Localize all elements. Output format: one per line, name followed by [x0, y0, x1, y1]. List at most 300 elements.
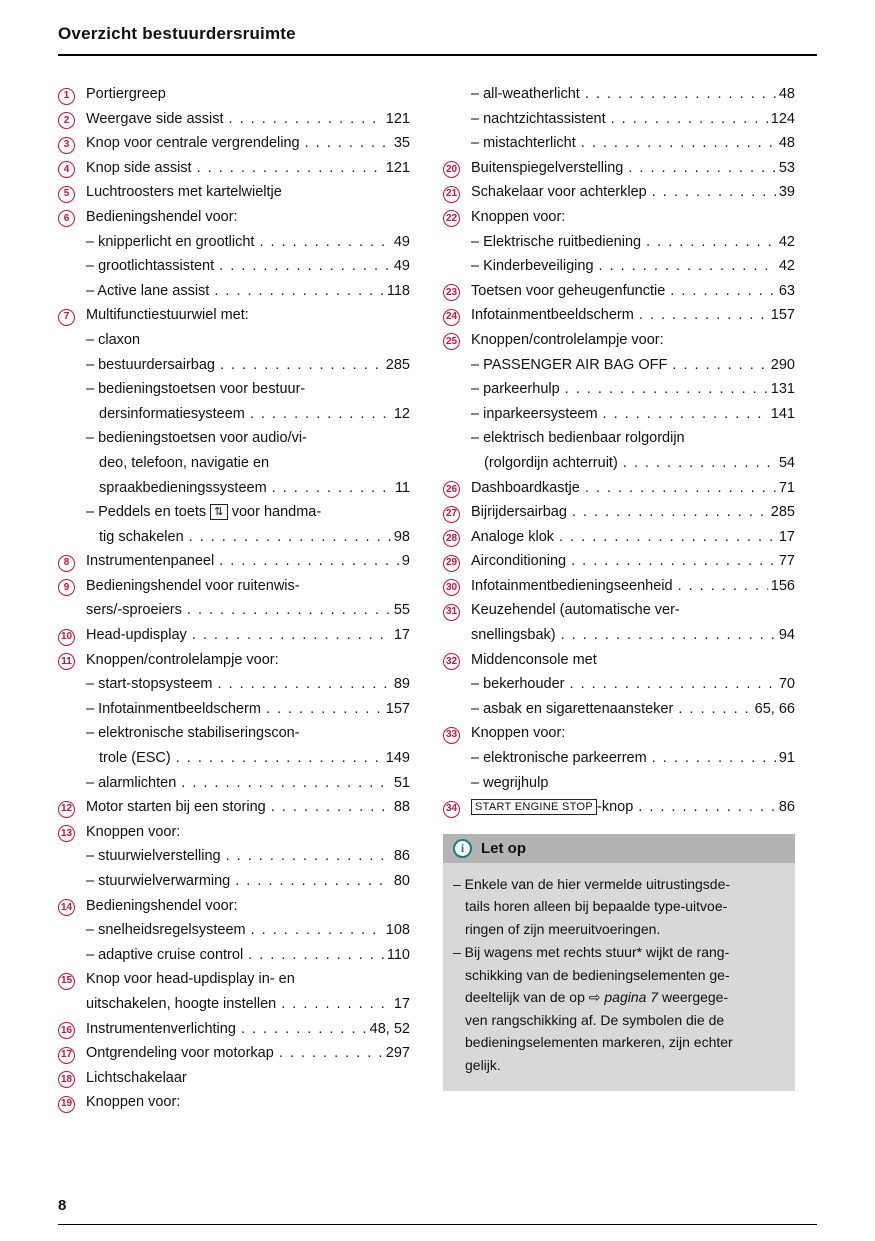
badge-slot — [58, 180, 86, 205]
dot-leader — [248, 943, 384, 968]
info-icon: i — [453, 839, 472, 858]
note-item — [453, 873, 785, 941]
key-box: START ENGINE STOP — [471, 799, 597, 815]
item-number-badge: 25 — [443, 333, 460, 350]
page-ref: 297 — [385, 1045, 410, 1062]
page-ref: 65, 66 — [754, 700, 795, 717]
entry-body — [471, 426, 795, 475]
toc-entry — [443, 279, 795, 304]
item-number-badge: 12 — [58, 801, 75, 818]
dot-leader — [281, 992, 391, 1017]
entry-text: Multifunctiestuurwiel met: — [86, 307, 249, 324]
badge-slot — [58, 549, 86, 574]
page-ref: 290 — [770, 356, 795, 373]
dot-leader — [259, 230, 390, 255]
toc-subentry — [443, 771, 795, 796]
entry-text: – Active lane assist — [86, 282, 210, 299]
badge-slot — [443, 795, 471, 820]
item-number-badge: 6 — [58, 210, 75, 227]
entry-line — [86, 131, 410, 156]
item-number-badge: 32 — [443, 653, 460, 670]
entry-body — [471, 672, 795, 697]
entry-body — [86, 967, 410, 1016]
toc-subentry — [58, 869, 410, 894]
item-number-badge: 8 — [58, 555, 75, 572]
dot-leader — [670, 279, 776, 304]
entry-line — [471, 230, 795, 255]
entry-body — [86, 648, 410, 673]
toc-entry — [58, 623, 410, 648]
toc-subentry — [58, 230, 410, 255]
toc-entry — [443, 328, 795, 353]
toc-subentry — [443, 746, 795, 771]
badge-slot — [443, 180, 471, 205]
entry-body — [86, 721, 410, 770]
badge-slot — [443, 500, 471, 525]
dot-leader — [235, 869, 391, 894]
page-ref: 63 — [778, 282, 795, 299]
entry-body — [86, 279, 410, 304]
toc-subentry — [443, 402, 795, 427]
entry-body — [471, 697, 795, 722]
page-ref: 17 — [778, 528, 795, 545]
entry-body — [471, 598, 795, 647]
toc-entry — [443, 303, 795, 328]
note-title: Let op — [481, 839, 526, 857]
entry-line — [86, 746, 410, 771]
page-ref: 131 — [770, 381, 795, 398]
entry-text: – knipperlicht en grootlicht — [86, 233, 255, 250]
entry-text: Keuzehendel (automatische ver- — [471, 602, 680, 619]
entry-line — [86, 82, 410, 107]
toc-subentry — [443, 353, 795, 378]
entry-body — [471, 303, 795, 328]
entry-body — [86, 230, 410, 255]
badge-slot — [443, 672, 471, 697]
item-number-badge: 4 — [58, 161, 75, 178]
badge-slot — [443, 131, 471, 156]
entry-body — [471, 574, 795, 599]
entry-line — [471, 476, 795, 501]
entry-body — [86, 353, 410, 378]
entry-line — [86, 303, 410, 328]
entry-line — [86, 451, 410, 476]
badge-slot — [443, 328, 471, 353]
entry-text: Analoge klok — [471, 528, 555, 545]
toc-entry — [58, 967, 410, 1016]
entry-line — [86, 156, 410, 181]
toc-entry — [443, 721, 795, 746]
page-ref: 54 — [778, 454, 795, 471]
two-column-layout — [0, 56, 875, 1115]
toc-subentry — [443, 107, 795, 132]
entry-text: Portiergreep — [86, 86, 166, 102]
entry-body — [86, 771, 410, 796]
toc-entry — [443, 525, 795, 550]
entry-body — [86, 131, 410, 156]
entry-line — [86, 353, 410, 378]
entry-line — [86, 795, 410, 820]
item-number-badge: 9 — [58, 579, 75, 596]
note-body — [443, 863, 795, 1092]
entry-body — [471, 254, 795, 279]
page-ref: 77 — [778, 553, 795, 570]
entry-text: Knop voor centrale vergrendeling — [86, 135, 300, 152]
page-ref: 149 — [385, 750, 410, 767]
badge-slot — [58, 648, 86, 673]
toc-subentry — [58, 771, 410, 796]
toc-subentry — [58, 426, 410, 500]
dot-leader — [187, 598, 391, 623]
toc-entry — [443, 598, 795, 647]
toc-entry — [443, 795, 795, 820]
toc-subentry — [443, 426, 795, 475]
page-ref: 71 — [778, 479, 795, 496]
page-ref: 98 — [393, 528, 410, 545]
entry-text: Knoppen voor: — [471, 208, 566, 225]
note-line: ringen of zijn meeruitvoeringen. — [465, 920, 661, 937]
entry-body — [86, 1066, 410, 1091]
badge-slot — [58, 279, 86, 304]
entry-text: Lichtschakelaar — [86, 1069, 187, 1086]
entry-body — [471, 353, 795, 378]
dot-leader — [241, 1017, 367, 1042]
dot-leader — [646, 230, 776, 255]
entry-body — [86, 918, 410, 943]
entry-text: – Kinderbeveiliging — [471, 258, 594, 275]
entry-line — [471, 377, 795, 402]
item-number-badge: 10 — [58, 629, 75, 646]
dot-leader — [279, 1041, 383, 1066]
badge-slot — [58, 672, 86, 697]
entry-body — [471, 205, 795, 230]
toc-subentry — [443, 254, 795, 279]
entry-line — [86, 844, 410, 869]
item-number-badge: 14 — [58, 899, 75, 916]
entry-text: START ENGINE STOP -knop — [471, 795, 633, 820]
toc-subentry — [58, 721, 410, 770]
right-column-entries — [443, 82, 795, 820]
page-ref: 17 — [393, 627, 410, 644]
item-number-badge: 20 — [443, 161, 460, 178]
entry-body — [471, 107, 795, 132]
toc-entry — [58, 107, 410, 132]
toc-entry — [443, 648, 795, 673]
entry-body — [86, 820, 410, 845]
badge-slot — [58, 795, 86, 820]
entry-text: (rolgordijn achterruit) — [484, 454, 618, 471]
item-number-badge: 16 — [58, 1022, 75, 1039]
dot-leader — [571, 549, 776, 574]
badge-slot — [443, 746, 471, 771]
toc-entry — [443, 180, 795, 205]
entry-line — [86, 771, 410, 796]
badge-slot — [58, 230, 86, 255]
toc-entry — [443, 205, 795, 230]
entry-line — [86, 1090, 410, 1115]
toc-entry — [58, 574, 410, 623]
entry-text: Knoppen voor: — [86, 1094, 181, 1111]
dot-leader — [266, 697, 383, 722]
entry-line — [86, 672, 410, 697]
entry-body — [86, 426, 410, 500]
entry-line — [471, 328, 795, 353]
dot-leader — [559, 525, 776, 550]
page-ref: 91 — [778, 750, 795, 767]
badge-slot — [443, 574, 471, 599]
entry-body — [86, 795, 410, 820]
toc-entry — [58, 1041, 410, 1066]
entry-body — [86, 303, 410, 328]
entry-text: – stuurwielverwarming — [86, 873, 231, 889]
toc-subentry — [58, 943, 410, 968]
entry-body — [471, 82, 795, 107]
entry-text: – stuurwielverstelling — [86, 848, 221, 865]
entry-text: Schakelaar voor achterklep — [471, 184, 647, 201]
toc-entry — [443, 156, 795, 181]
page-ref: 156 — [770, 577, 795, 594]
item-number-badge: 28 — [443, 530, 460, 547]
entry-line — [86, 328, 410, 353]
badge-slot — [58, 623, 86, 648]
entry-body — [471, 525, 795, 550]
badge-slot — [58, 426, 86, 500]
entry-text: spraakbedieningssysteem — [99, 479, 267, 496]
entry-line — [471, 771, 795, 796]
toc-subentry — [443, 82, 795, 107]
entry-line — [471, 82, 795, 107]
entry-text: – Peddels en toets ⇅ voor handma- — [86, 504, 322, 521]
entry-line — [471, 279, 795, 304]
toc-subentry — [58, 500, 410, 549]
dot-leader — [271, 795, 391, 820]
dot-leader — [623, 451, 776, 476]
note-header — [443, 834, 795, 863]
entry-text: Bedieningshendel voor: — [86, 897, 238, 914]
entry-body — [86, 180, 410, 205]
page-ref: 11 — [394, 479, 410, 496]
badge-slot — [443, 279, 471, 304]
entry-text: Bedieningshendel voor ruitenwis- — [86, 577, 300, 594]
toc-entry — [58, 894, 410, 919]
entry-line — [86, 574, 410, 599]
entry-line — [86, 279, 410, 304]
entry-text: sers/-sproeiers — [86, 602, 182, 619]
entry-body — [471, 131, 795, 156]
toc-entry — [443, 476, 795, 501]
entry-text: – PASSENGER AIR BAG OFF — [471, 356, 668, 373]
page-ref: 49 — [393, 233, 410, 250]
page-ref: 108 — [385, 922, 410, 939]
entry-text: – claxon — [86, 331, 141, 348]
toc-entry — [58, 795, 410, 820]
entry-line — [86, 648, 410, 673]
badge-slot — [443, 648, 471, 673]
entry-line — [471, 697, 795, 722]
entry-text: dersinformatiesysteem — [99, 405, 245, 422]
dot-leader — [218, 672, 391, 697]
item-number-badge: 19 — [58, 1096, 75, 1113]
page-ref: 121 — [385, 110, 410, 127]
entry-text: – alarmlichten — [86, 774, 177, 791]
entry-text: – nachtzichtassistent — [471, 110, 606, 127]
entry-text: Infotainmentbedieningseenheid — [471, 577, 673, 594]
dot-leader — [214, 279, 384, 304]
entry-line — [471, 549, 795, 574]
entry-text: Buitenspiegelverstelling — [471, 159, 624, 176]
badge-slot — [58, 107, 86, 132]
entry-text: Knoppen voor: — [86, 823, 181, 840]
entry-body — [471, 648, 795, 673]
right-column — [443, 82, 795, 1091]
page-ref: 55 — [393, 602, 410, 619]
item-number-badge: 21 — [443, 186, 460, 203]
page-ref: 53 — [778, 159, 795, 176]
entry-line — [471, 500, 795, 525]
entry-body — [86, 156, 410, 181]
entry-line — [86, 254, 410, 279]
entry-text: Toetsen voor geheugenfunctie — [471, 282, 666, 299]
badge-slot — [58, 353, 86, 378]
dot-leader — [581, 131, 776, 156]
dot-leader — [603, 402, 768, 427]
note-item — [453, 941, 785, 1076]
entry-text: – elektrisch bedienbaar rolgordijn — [471, 430, 685, 447]
entry-body — [471, 402, 795, 427]
page-ref: 94 — [778, 627, 795, 644]
badge-slot — [443, 205, 471, 230]
entry-text: Knoppen/controlelampje voor: — [86, 651, 279, 668]
entry-body — [86, 549, 410, 574]
entry-line — [86, 205, 410, 230]
toc-entry — [58, 82, 410, 107]
dot-leader — [628, 156, 776, 181]
page-ref: 118 — [386, 282, 410, 299]
page-ref: 124 — [770, 110, 795, 127]
entry-line — [471, 156, 795, 181]
entry-line — [86, 180, 410, 205]
badge-slot — [58, 131, 86, 156]
dot-leader — [638, 795, 776, 820]
badge-slot — [58, 1041, 86, 1066]
item-number-badge: 18 — [58, 1071, 75, 1088]
badge-slot — [58, 869, 86, 894]
entry-line — [471, 672, 795, 697]
badge-slot — [443, 525, 471, 550]
entry-text: Bedieningshendel voor: — [86, 208, 238, 225]
toc-subentry — [443, 672, 795, 697]
entry-text: tig schakelen — [99, 528, 184, 545]
badge-slot — [443, 721, 471, 746]
badge-slot — [58, 574, 86, 623]
note-box — [443, 834, 795, 1092]
dot-leader — [652, 180, 776, 205]
badge-slot — [443, 697, 471, 722]
entry-text: – Elektrische ruitbediening — [471, 233, 642, 250]
toc-subentry — [443, 131, 795, 156]
dot-leader — [652, 746, 776, 771]
page-ref: 157 — [385, 700, 410, 717]
badge-slot — [58, 697, 86, 722]
entry-text: snellingsbak) — [471, 627, 556, 644]
entry-body — [471, 746, 795, 771]
entry-line — [471, 107, 795, 132]
entry-body — [86, 328, 410, 353]
entry-text: Knop voor head-updisplay in- en — [86, 971, 295, 988]
toc-entry — [58, 1017, 410, 1042]
dot-leader — [672, 353, 767, 378]
page-ref: 86 — [778, 799, 795, 816]
page-number: 8 — [58, 1197, 67, 1214]
page-ref: 89 — [393, 676, 410, 693]
item-number-badge: 17 — [58, 1047, 75, 1064]
badge-slot — [58, 967, 86, 1016]
dot-leader — [272, 476, 392, 501]
page-ref: 141 — [770, 405, 795, 422]
toc-entry — [58, 1066, 410, 1091]
entry-line — [86, 721, 410, 746]
entry-text: Luchtroosters met kartelwieltje — [86, 184, 282, 201]
toc-subentry — [58, 254, 410, 279]
page-ref: 110 — [386, 946, 410, 963]
key-box: ⇅ — [210, 504, 228, 520]
badge-slot — [443, 476, 471, 501]
badge-slot — [58, 943, 86, 968]
entry-body — [471, 328, 795, 353]
toc-subentry — [58, 918, 410, 943]
entry-body — [86, 107, 410, 132]
page-ref: 80 — [393, 873, 410, 889]
badge-slot — [58, 820, 86, 845]
page-ref: 51 — [393, 774, 410, 791]
entry-line — [471, 402, 795, 427]
badge-slot — [443, 353, 471, 378]
entry-line — [471, 721, 795, 746]
entry-text: Middenconsole met — [471, 651, 597, 668]
dot-leader — [678, 574, 768, 599]
toc-subentry — [58, 697, 410, 722]
badge-slot — [58, 918, 86, 943]
entry-text: deo, telefoon, navigatie en — [99, 454, 270, 471]
page-footer — [58, 1197, 817, 1225]
note-line: tails horen alleen bij bepaalde type-uitvoe- — [465, 898, 728, 915]
dot-leader — [197, 156, 383, 181]
entry-line — [86, 918, 410, 943]
toc-subentry — [58, 279, 410, 304]
dot-leader — [250, 402, 391, 427]
entry-line — [86, 476, 410, 501]
note-line: – Bij wagens met rechts stuur* wijkt de rang- — [453, 944, 730, 961]
entry-line — [86, 894, 410, 919]
item-number-badge: 23 — [443, 284, 460, 301]
entry-text: Knoppen voor: — [471, 725, 566, 742]
dot-leader — [219, 549, 399, 574]
page-title: Overzicht bestuurdersruimte — [58, 24, 817, 56]
entry-line — [86, 1041, 410, 1066]
toc-entry — [58, 180, 410, 205]
entry-line — [86, 1017, 410, 1042]
dot-leader — [176, 746, 383, 771]
entry-body — [86, 697, 410, 722]
page-ref: 86 — [393, 848, 410, 865]
entry-line — [86, 967, 410, 992]
item-number-badge: 7 — [58, 309, 75, 326]
toc-entry — [58, 205, 410, 230]
item-number-badge: 5 — [58, 186, 75, 203]
toc-entry — [443, 574, 795, 599]
entry-line — [86, 623, 410, 648]
entry-line — [471, 131, 795, 156]
